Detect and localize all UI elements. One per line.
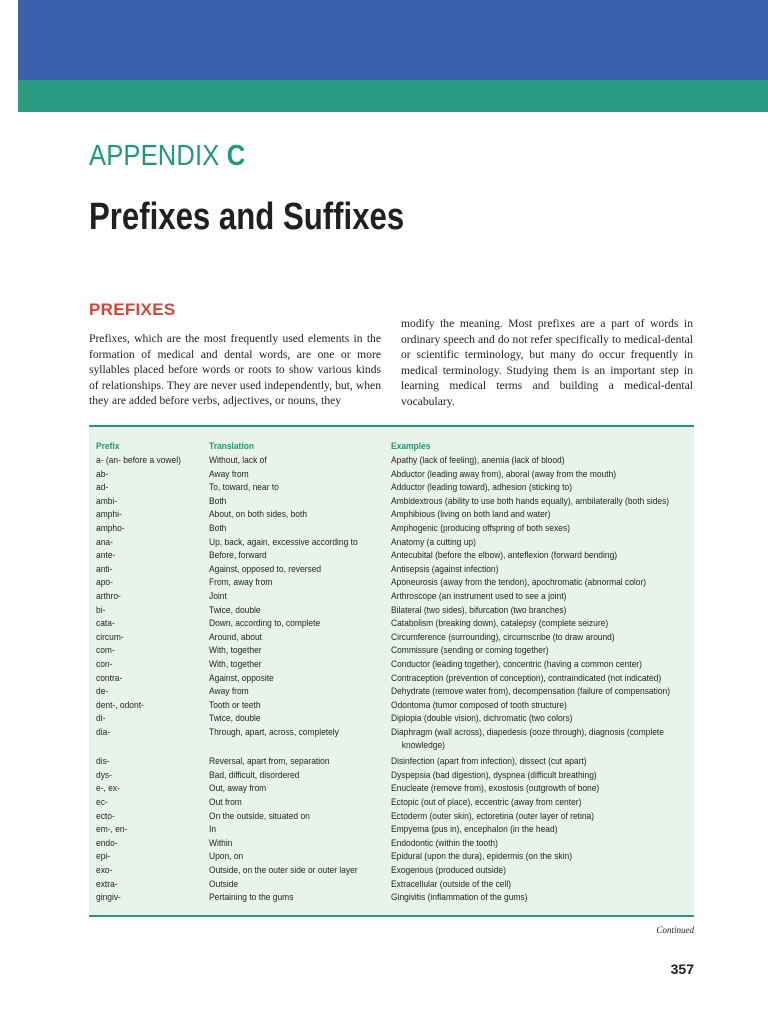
translation-cell: Away from [209, 467, 249, 479]
examples-text: Odontoma (tumor composed of tooth structure) [391, 698, 567, 710]
prefix-cell: de- [96, 685, 109, 697]
examples-cell [391, 549, 693, 562]
intro-paragraph-left: Prefixes, which are the most frequently used elements in the formation of medical and dental words, are one or more syllables placed before words or roots to show various kinds of relationships. They are never used independently, but, when they are added before verbs, adjectives, or nouns, they [89, 332, 381, 408]
section-heading-prefixes: PREFIXES [89, 300, 176, 319]
prefix-cell: ad- [96, 481, 109, 493]
examples-cell [391, 810, 693, 823]
prefix-cell: bi- [96, 603, 106, 615]
examples-cell [391, 590, 693, 603]
examples-cell [391, 796, 693, 809]
examples-cell [391, 658, 693, 671]
examples-cell [391, 685, 693, 698]
examples-text: Contraception (prevention of conception), contraindicated (not indicated) [391, 671, 662, 683]
translation-cell: Against, opposed to, reversed [209, 562, 322, 574]
prefix-cell: ante- [96, 549, 116, 561]
prefix-cell: ec- [96, 796, 108, 807]
examples-text: Extracellular (outside of the cell) [391, 877, 512, 889]
prefix-cell: di- [96, 712, 106, 724]
header-translation: Translation [209, 440, 255, 451]
translation-cell: Outside, on the outer side or outer layer [209, 864, 358, 875]
examples-cell [391, 495, 693, 508]
examples-text: Ambidextrous (ability to use both hands equally), ambilaterally (both sides) [391, 494, 670, 506]
translation-cell: Both [209, 522, 227, 533]
prefix-cell: endo- [96, 836, 118, 848]
examples-text: Anatomy (a cutting up) [391, 535, 476, 547]
translation-cell: Reversal, apart from, separation [209, 755, 330, 767]
examples-cell [391, 563, 693, 576]
prefix-cell: con- [96, 658, 113, 669]
header-band-blue [18, 0, 768, 80]
examples-cell [391, 878, 693, 891]
translation-cell: With, together [209, 658, 262, 669]
examples-cell [391, 712, 693, 725]
examples-continuation: knowledge) [401, 738, 445, 750]
translation-cell: Twice, double [209, 603, 261, 615]
translation-cell: With, together [209, 644, 262, 656]
translation-cell: In [209, 823, 217, 835]
examples-text: Amphogenic (producing offspring of both sexes) [391, 522, 571, 533]
translation-cell: Around, about [209, 630, 263, 642]
appendix-word: APPENDIX [89, 140, 220, 172]
prefix-cell: gingiv- [96, 891, 121, 903]
examples-text: Catabolism (breaking down), catalepsy (complete seizure) [391, 617, 609, 629]
examples-cell [391, 631, 693, 644]
prefix-cell: em-, en- [96, 823, 128, 835]
page-number: 357 [670, 961, 694, 977]
examples-cell [391, 617, 693, 630]
translation-cell: Outside [209, 877, 239, 889]
examples-text: Ectoderm (outer skin), ectoretina (outer layer of retina) [391, 809, 595, 821]
examples-text: Adductor (leading toward), adhesion (sticking to) [391, 481, 573, 493]
prefix-cell: amphi- [96, 508, 122, 520]
examples-text: Diplopia (double vision), dichromatic (two colors) [391, 712, 573, 724]
prefix-cell: anti- [96, 562, 113, 574]
prefix-cell: epi- [96, 850, 111, 862]
examples-text: Antisepsis (against infection) [391, 562, 499, 574]
translation-cell: Upon, on [209, 850, 244, 862]
prefix-cell: e-, ex- [96, 782, 120, 794]
examples-cell [391, 864, 693, 877]
translation-cell: Up, back, again, excessive according to [209, 535, 358, 547]
examples-cell [391, 604, 693, 617]
prefix-cell: ambi- [96, 494, 118, 506]
translation-cell: Out from [209, 796, 242, 807]
header-band-teal [18, 80, 768, 112]
examples-cell [391, 891, 693, 904]
translation-cell: On the outside, situated on [209, 809, 310, 821]
appendix-label [89, 140, 245, 173]
examples-cell [391, 644, 693, 657]
prefix-cell: dent-, odont- [96, 698, 144, 710]
examples-cell [391, 726, 693, 751]
examples-cell [391, 576, 693, 589]
examples-text: Empyema (pus in), encephalon (in the head) [391, 823, 558, 835]
examples-cell [391, 837, 693, 850]
examples-text: Disinfection (apart from infection), dissect (cut apart) [391, 755, 587, 767]
prefix-cell: a- (an- before a vowel) [96, 454, 181, 465]
examples-text: Aponeurosis (away from the tendon), apochromatic (abnormal color) [391, 576, 647, 588]
examples-cell [391, 823, 693, 836]
examples-cell [391, 672, 693, 685]
prefix-cell: arthro- [96, 590, 121, 601]
examples-text: Bilateral (two sides), bifurcation (two branches) [391, 603, 567, 615]
translation-cell: Pertaining to the gums [209, 891, 294, 903]
examples-cell [391, 522, 693, 535]
examples-cell [391, 850, 693, 863]
prefix-cell: dys- [96, 768, 112, 780]
prefix-cell: dia- [96, 726, 111, 737]
prefix-cell: ab- [96, 467, 109, 479]
translation-cell: Both [209, 494, 227, 506]
prefix-cell: cata- [96, 617, 115, 629]
examples-text: Enucleate (remove from), exostosis (outgrowth of bone) [391, 782, 600, 794]
translation-cell: Joint [209, 590, 227, 601]
examples-text: Arthroscope (an instrument used to see a joint) [391, 590, 567, 601]
examples-text: Dehydrate (remove water from), decompensation (failure of compensation) [391, 685, 671, 697]
translation-cell: About, on both sides, both [209, 508, 308, 520]
prefix-cell: exo- [96, 864, 113, 875]
prefix-cell: ana- [96, 535, 113, 547]
page-title: Prefixes and Suffixes [89, 196, 405, 238]
translation-cell: Twice, double [209, 712, 261, 724]
examples-text: Ectopic (out of place), eccentric (away from center) [391, 796, 582, 807]
prefix-cell: contra- [96, 671, 123, 683]
translation-cell: Bad, difficult, disordered [209, 768, 300, 780]
translation-cell: To, toward, near to [209, 481, 279, 493]
examples-text: Antecubital (before the elbow), anteflexion (forward bending) [391, 549, 618, 561]
prefix-cell: ampho- [96, 522, 125, 533]
examples-cell [391, 782, 693, 795]
examples-text: Diaphragm (wall across), diapedesis (ooze through), diagnosis (complete [391, 726, 664, 737]
examples-cell [391, 468, 693, 481]
examples-cell [391, 508, 693, 521]
translation-cell: Out, away from [209, 782, 267, 794]
examples-text: Abductor (leading away from), aboral (away from the mouth) [391, 467, 617, 479]
translation-cell: Tooth or teeth [209, 698, 261, 710]
examples-text: Dyspepsia (bad digestion), dyspnea (difficult breathing) [391, 768, 597, 780]
examples-cell [391, 454, 693, 467]
examples-text: Epidural (upon the dura), epidermis (on the skin) [391, 850, 573, 862]
examples-cell [391, 699, 693, 712]
examples-text: Amphibious (living on both land and water) [391, 508, 551, 520]
examples-text: Gingivitis (inflammation of the gums) [391, 891, 528, 903]
examples-text: Exogenous (produced outside) [391, 864, 506, 875]
prefix-cell: circum- [96, 630, 124, 642]
examples-text: Commissure (sending or coming together) [391, 644, 549, 656]
examples-cell [391, 769, 693, 782]
prefix-cell: dis- [96, 755, 110, 767]
prefix-cell: ecto- [96, 809, 115, 821]
prefix-cell: com- [96, 644, 115, 656]
table-header-row [89, 440, 694, 454]
prefix-cell: apo- [96, 576, 113, 588]
translation-cell: Away from [209, 685, 249, 697]
examples-cell [391, 536, 693, 549]
appendix-letter: C [226, 140, 246, 172]
examples-cell [391, 481, 693, 494]
translation-cell: From, away from [209, 576, 273, 588]
prefix-table [89, 425, 694, 917]
examples-text: Endodontic (within the tooth) [391, 836, 498, 848]
examples-cell [391, 755, 693, 768]
translation-cell: Against, opposite [209, 671, 274, 683]
translation-cell: Through, apart, across, completely [209, 726, 339, 737]
translation-cell: Before, forward [209, 549, 267, 561]
continued-note: Continued [656, 925, 694, 935]
examples-text: Conductor (leading together), concentric (having a common center) [391, 658, 642, 669]
intro-paragraph-right: modify the meaning. Most prefixes are a part of words in ordinary speech and do not refer specifically to medical-dental or scientific terminology, but many do occur frequently in medical terminology. Studying them is an important step in learning medical terms and building a medical-dental vocabulary. [401, 317, 693, 408]
translation-cell: Down, according to, complete [209, 617, 321, 629]
translation-cell: Without, lack of [209, 454, 267, 465]
examples-text: Circumference (surrounding), circumscribe (to draw around) [391, 630, 615, 642]
header-prefix: Prefix [96, 440, 120, 451]
prefix-cell: extra- [96, 877, 118, 889]
header-examples: Examples [391, 440, 431, 451]
translation-cell: Within [209, 836, 233, 848]
examples-text: Apathy (lack of feeling), anemia (lack of blood) [391, 454, 565, 465]
